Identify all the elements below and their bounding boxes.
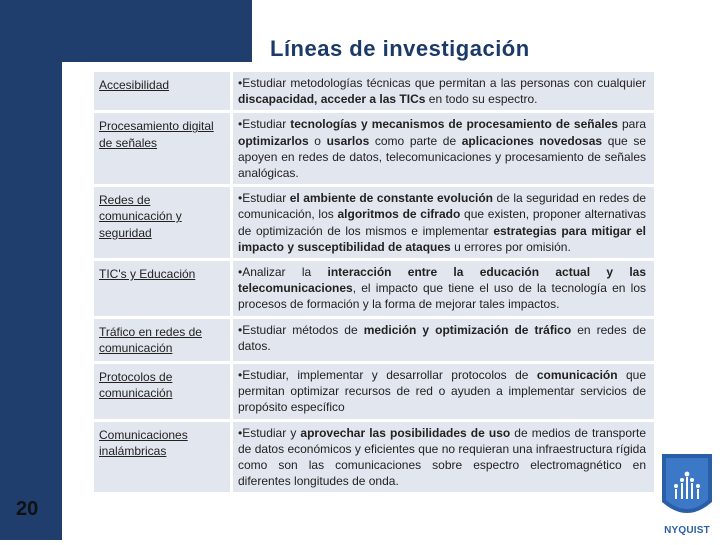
- topic-description: [233, 113, 654, 184]
- description-text: •Estudiar metodologías técnicas que permitan a las personas con cualquier: [238, 76, 646, 90]
- description-emphasis: discapacidad, acceder a las TICs: [238, 92, 426, 107]
- description-text: u errores por omisión.: [450, 239, 571, 254]
- table-row: [94, 422, 654, 493]
- table-row: [94, 72, 654, 110]
- page-number: 20: [16, 498, 39, 520]
- topic-link[interactable]: Protocolos de comunicación: [94, 364, 230, 419]
- page-title: Líneas de investigación: [270, 36, 530, 61]
- topic-link[interactable]: Procesamiento digital de señales: [94, 113, 230, 184]
- table-row: [94, 319, 654, 361]
- topic-description: [233, 319, 654, 361]
- topic-description: [233, 261, 654, 316]
- description-text: •Analizar la: [238, 265, 328, 280]
- description-text: que existen, proponer alternativas de optimización de los mismos e implementar: [238, 207, 646, 238]
- description-text: •Estudiar: [238, 117, 291, 132]
- topic-link[interactable]: Accesibilidad: [94, 72, 230, 110]
- description-text: como parte de: [369, 133, 462, 148]
- nyquist-logo: [656, 446, 718, 540]
- description-emphasis: interacción entre la educación actual y las telecomunicaciones: [238, 265, 646, 296]
- topic-description: [233, 187, 654, 258]
- description-text: en todo su espectro.: [425, 92, 538, 107]
- description-emphasis: optimizarlos: [238, 133, 309, 148]
- table-row: [94, 261, 654, 316]
- description-text: o: [308, 133, 327, 148]
- topic-description: [233, 422, 654, 493]
- table-row: [94, 113, 654, 184]
- description-text: •Estudiar, implementar y desarrollar protocolos de: [238, 368, 537, 383]
- description-text: de medios de transporte de datos económicos y eficientes que no requieran una infraestructura rígida como son las comunicaciones sobre espectro electromagnético en diferentes longitudes de onda.: [238, 425, 646, 489]
- description-text: que permitan optimizar recursos de red o ayuden a implementar servicios de propósito específico: [238, 368, 647, 415]
- description-emphasis: comunicación: [536, 368, 618, 383]
- topic-description: [233, 364, 654, 419]
- research-lines-table: [94, 72, 654, 492]
- topic-link[interactable]: TIC's y Educación: [94, 261, 230, 316]
- topic-link[interactable]: Comunicaciones inalámbricas: [94, 422, 230, 493]
- topic-link[interactable]: Redes de comunicación y seguridad: [94, 187, 230, 258]
- left-sidebar-band: [0, 0, 62, 540]
- description-text: para: [617, 117, 646, 132]
- table-row: [94, 364, 654, 419]
- table-row: [94, 187, 654, 258]
- logo-wordmark: NYQUIST: [664, 525, 710, 536]
- description-emphasis: aplicaciones novedosas: [461, 133, 603, 148]
- description-text: de la seguridad en redes de comunicación, los: [238, 191, 647, 222]
- description-text: en redes de datos.: [238, 322, 647, 353]
- description-text: •Estudiar: [238, 191, 290, 206]
- description-emphasis: algoritmos de cifrado: [337, 207, 461, 222]
- top-header-band: [0, 0, 252, 62]
- description-emphasis: usarlos: [326, 133, 370, 148]
- description-emphasis: tecnologías y mecanismos de procesamiento de señales: [290, 117, 618, 132]
- topic-description: [233, 72, 654, 110]
- topic-link[interactable]: Tráfico en redes de comunicación: [94, 319, 230, 361]
- description-text: •Estudiar métodos de: [238, 322, 364, 337]
- description-emphasis: estrategias para mitigar el impacto y susceptibilidad de ataques: [238, 223, 646, 254]
- description-text: •Estudiar y: [238, 425, 301, 440]
- description-text: , el impacto que tiene el uso de la tecnología en los procesos de formación y la forma de mejorar tales impactos.: [238, 281, 646, 312]
- description-emphasis: aprovechar las posibilidades de uso: [300, 425, 511, 440]
- description-text: que se apoyen en redes de datos, telecomunicaciones y procesamiento de señales analógicas.: [238, 133, 647, 181]
- description-emphasis: el ambiente de constante evolución: [289, 191, 494, 206]
- description-emphasis: medición y optimización de tráfico: [363, 322, 572, 337]
